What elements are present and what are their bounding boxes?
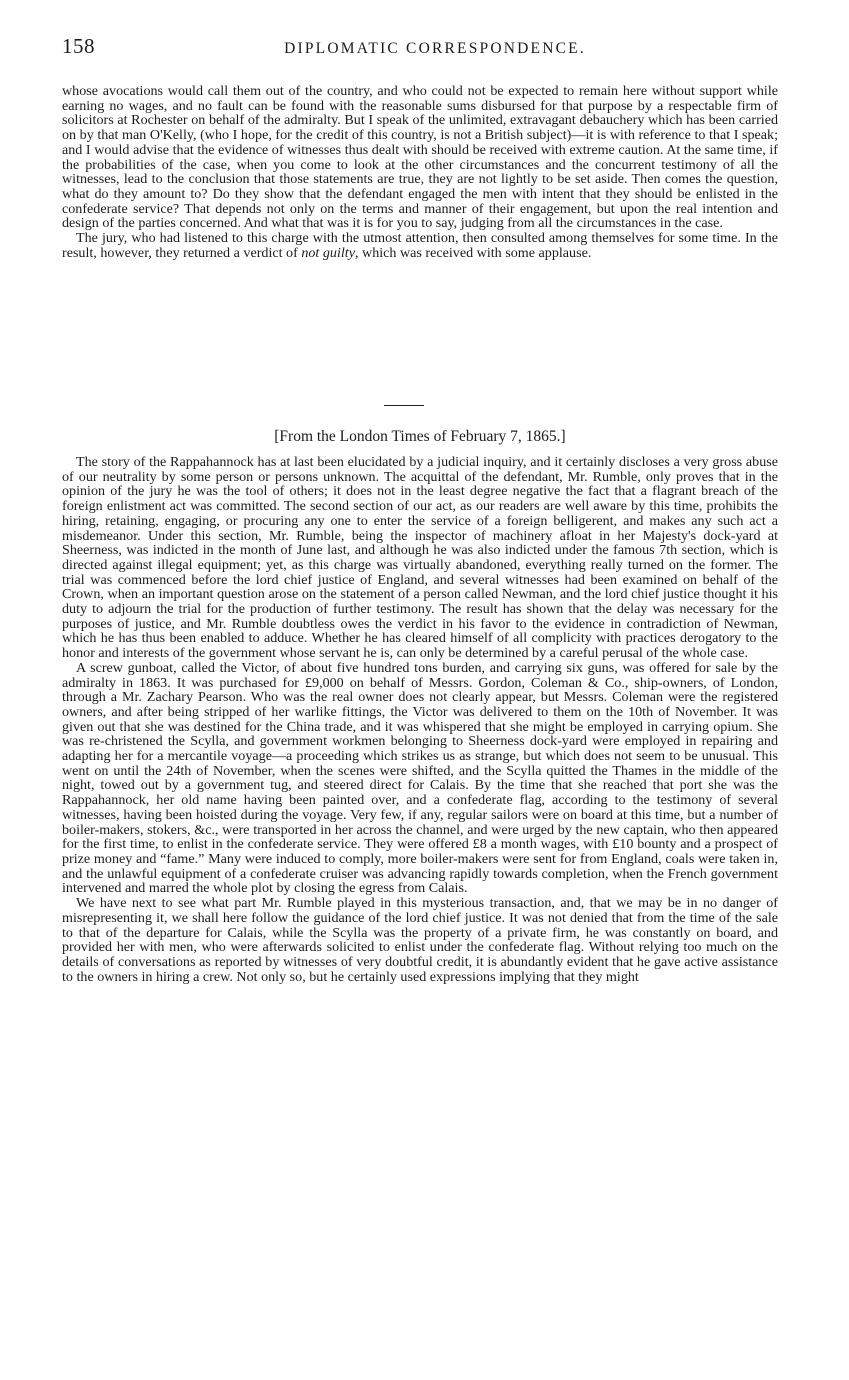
verdict-text-after: , which was received with some applause. [354, 244, 592, 261]
verdict-paragraph [62, 231, 778, 260]
page-header [62, 34, 778, 64]
paragraph: A screw gunboat, called the Victor, of about five hundred tons burden, and carrying six guns, was offered for sale by the admiralty in 1863. It was purchased for £9,000 on behalf of Messrs. Gordon, Coleman & Co., ship-owners, of London, through a Mr. Zachary Pearson. Who was the real owner does not clearly appear, but Messrs. Coleman were the registered owners, and after being stripped of her warlike fittings, the Victor was delivered to them on the 10th of November. It was given out that she was destined for the China trade, and it was whispered that she might be employed in carrying opium. She was re-christened the Scylla, and government workmen belonging to Sheerness dock-yard were employed in repairing and adapting her for a mercantile voyage—a proceeding which strikes us as strange, but which does not seem to be unusual. This went on until the 24th of November, when the scenes were shifted, and the Scylla quitted the Thames in the middle of the night, towed out by a government tug, and steered direct for Calais. By the time that she reached that port she was the Rappahannock, her old name having been painted over, and a confederate flag, according to the testimony of several witnesses, having been hoisted during the voyage. Very few, if any, regular sailors were on board at this time, but a number of boiler-makers, stokers, &c., were transported in her across the channel, and were urged by the new captain, who then appeared for the first time, to enlist in the confederate service. They were offered £8 a month wages, with £10 bounty and a prospect of prize money and “fame.” Many were induced to comply, more boiler-makers were sent for from England, coals were taken in, and the unlawful equipment of a confederate cruiser was advancing rapidly towards completion, when the French government intervened and marred the whole plot by closing the egress from Calais. [62, 659, 778, 897]
verdict-not-guilty: not guilty [301, 244, 355, 261]
section-divider [384, 405, 424, 406]
article-dateline: [From the London Times of February 7, 1865.] [274, 428, 566, 445]
court-report-section [62, 84, 778, 260]
page-number: 158 [62, 34, 95, 58]
times-article-section [62, 455, 778, 984]
running-head: DIPLOMATIC CORRESPONDENCE. [284, 40, 586, 57]
paragraph: whose avocations would call them out of the country, and who could not be expected to remain here without support while earning no wages, and no fault can be found with the reasonable sums disbursed for that purpose by a respectable firm of solicitors at Rochester on behalf of the admiralty. But I speak of the unlimited, extravagant debauchery which has been carried on by that man O'Kelly, (who I hope, for the credit of this country, is not a British subject)—it is with reference to that I speak; and I would advise that the evidence of witnesses thus dealt with should be received with extreme caution. At the same time, if the probabilities of the case, when you come to look at the other circumstances and the concurrent testimony of all the witnesses, lead to the conclusion that those statements are true, they are not lightly to be set aside. Then comes the question, what do they amount to? Do they show that the defendant engaged the men with intent that they should be enlisted in the confederate service? That depends not only on the terms and manner of their engagement, but upon the real intention and design of the parties concerned. And what that was it is for you to say, judging from all the circumstances in the case. [62, 83, 778, 232]
verdict-text-before: The jury, who had listened to this charge with the utmost attention, then consulted among themselves for some time. In the result, however, they returned a verdict of [62, 230, 778, 261]
paragraph: We have next to see what part Mr. Rumble played in this mysterious transaction, and, that we may be in no danger of misrepresenting it, we shall here follow the guidance of the lord chief justice. It was not denied that from the time of the sale to that of the departure for Calais, while the Scylla was the property of a private firm, he was constantly on board, and provided her with men, who were afterwards solicited to enlist under the confederate flag. Without relying too much on the details of conversations as reported by witnesses of very doubtful credit, it is abundantly evident that he gave active assistance to the owners in hiring a crew. Not only so, but he certainly used expressions implying that they might [62, 895, 778, 985]
paragraph: The story of the Rappahannock has at last been elucidated by a judicial inquiry, and it certainly discloses a very gross abuse of our neutrality by some person or persons unknown. The acquittal of the defendant, Mr. Rumble, only proves that in the opinion of the jury he was the tool of others; it does not in the least degree negative the fact that a flagrant breach of the foreign enlistment act was committed. The second section of our act, as our readers are well aware by this time, prohibits the hiring, retaining, engaging, or procuring any one to enter the service of a foreign belligerent, and makes any such act a misdemeanor. Under this section, Mr. Rumble, being the inspector of machinery afloat in her Majesty's dock-yard at Sheerness, was indicted in the month of June last, and although he was also indicted under the famous 7th section, which is directed against illegal equipment; yet, as this charge was virtually abandoned, everything really turned on the former. The trial was commenced before the lord chief justice of England, and several witnesses had been examined on behalf of the Crown, when an important question arose on the statement of a person called Newman, and the lord chief justice thought it his duty to adjourn the trial for the production of further testimony. The result has shown that the delay was necessary for the purposes of justice, and Mr. Rumble doubtless owes the verdict in his favor to the evidence in contradiction of Newman, which he has thus been enabled to adduce. Whether he has cleared himself of all complicity with practices derogatory to the honor and interests of the government whose servant he is, can only be determined by a careful perusal of the whole case. [62, 454, 778, 662]
